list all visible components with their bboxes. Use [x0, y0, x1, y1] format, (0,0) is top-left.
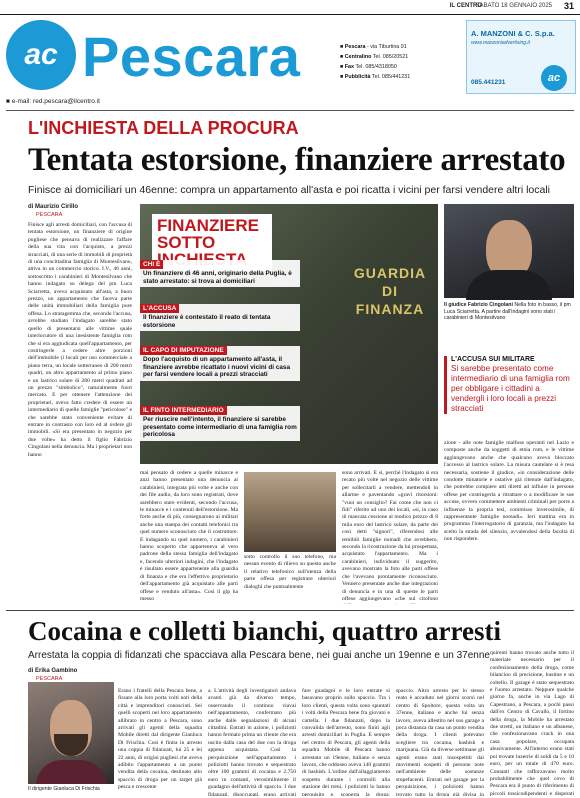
contact-row: ■ Pubblicità Tel. 085/441231 [340, 74, 411, 80]
article-column: Erano i fratelli della Pescara bene, a fissare alla loro porta volti noti della città e imprenditori conosciuti. Sei quelli scoperti nel loro appartamento allibrato in centro a Pescara, sono arrivati gli agenti della squadra Mobile diretti dal dirigente Gianluca Di Frischia. Così è finita in arresto una coppia di fidanzati, lui 25 e lei 22 anni, di origini pugliesi che aveva adibito l'appartamento a un punto vendita della cocaina, destinato allo spaccio di droga per un target già pesca e crescente [118, 688, 202, 791]
newspaper-masthead: IL CENTRO [449, 3, 482, 9]
article-column: Finisce agli arresti domiciliari, con l'accusa di tentata estorsione, un finanziere di origine pugliese che pensava di realizzare l'affare della sua vita con l'acquisto, a prezzi stracciati, di una serie di immobili di proprietà di una concittadina famiglia di Montesilvano, attiva in un commercio storico. I.V., 46 anni, sottoscritto i carabinieri di Montesilvano che hanno indagato su delega del pm Luca Sciarretta, aveva acquistato all'asta, a buon prezzo, un appartamento che faceva parte delle unità immobiliari della famiglia pure offesa. Lo stratagemma che, secondo l'accusa, avrebbe studiato l'indagato sarebbe stato quello di presentarsi alle vittime quale interlocutore di una inesistente famiglia rom che si era aggiudicata quell'appartamento, per costringerle a cedere altre porzioni dell'immobile (i locali per uso commerciale a piano terra, un locale sotterraneo di 200 metri quadri, un altro appartamento al primo piano e un lastrico solare di 280 metri quadrati ad un prezzo "simbolico", naturalmente fuori mercato. E per ottenere l'attenzione dei proprietari, aveva fatto credere di essere un intermediario di quelle famiglie "pericolose" e che sarebbe stato conveniente evitare di entrare in contrasto con loro ed al ordere gli immobili. «Si era presentato in negozio per due volte» ha detto il figlio Fabrizio Cingolani nella denuncia. Ma i proprietari non hanno [28, 222, 132, 458]
article-byline: di Maurizio Cirillo [28, 204, 79, 210]
contact-row: ■ Fax Tel. 085/4318050 [340, 64, 397, 70]
accusa-pullquote: L'ACCUSA SUI MILITARE Si sarebbe presentato come intermediario di una famiglia rom per obbligare i cittadini a vendergli i loro locali a prezzi stracciati [444, 356, 574, 414]
portrait-suit [466, 270, 552, 300]
article-kicker: L'INCHIESTA DELLA PROCURA [28, 118, 299, 138]
photo-badge: FINANZIERE SOTTO [152, 214, 272, 271]
contact-row: ■ Centralino Tel. 085/20521 [340, 54, 409, 60]
article-column: sono arrivati. E sì, perché l'indagato si era recato più volte nel negozio delle vittime per sollecitarli a vendere, mettendoli in allarme e paventando «gravi ritorsioni: "vuoi un consiglio? Fai come che non ci fidi" riferito ad uno dei locali, «sì, in caso di mancata cessione al modico prezzo di 8 mila euro del lastrico solare, da parte dei così detti "signori", riferendosi alle temibili famiglie nomadi che avrebbero, secondo la ricostruzione da lui prospettata, acquistato l'appartamento. Ma i carabinieri, individuato il suggerito, avevano mostrato la foto alle parti offese che l'avevano prontamente riconosciuto. Vennero presentate anche due integrazioni di denuncia e in una di queste le parti offese aggiungevano «che sul citofono [342, 470, 438, 602]
contact-row: ■ Pescara - via Tiburtina 91 [340, 44, 407, 50]
section-title: Pescara [82, 25, 301, 88]
article-headline: Tentata estorsione, finanziere arrestato [28, 142, 566, 178]
article-column: a. L'attività degli investigatori andava avanti già da diverso tempo, osservando il continuo viavai nell'appartamento, confermato più anche dalle segnalazioni di alcuni cittadini. Entrati in azione, i poliziotti hanno fermato prima un cliente che era uscito dalla casa del due con la droga appena acquistata. Così la perquisizione nell'appartamento i poliziotti hanno trovato e sequestrato oltre 100 grammi di cocaina e 2.750 euro in contanti, verosimilmente il guadagno dell'attività di spaccio. I due fidanzati, disoccupati, erano arrivati [208, 688, 296, 796]
portrait-caption: Il giudice Fabrizio Cingolani Nella foto in basso, il pm Luca Sciarretta. A partire dall'indagini sono stati i carabinieri di Montesilvano [444, 302, 571, 322]
page-number: 31 [563, 1, 574, 11]
article-column: fare guadagni e le loro entrate si basavano proprio sullo spaccio. Tra i loro clienti, questa volta sono spuntati i volti della Pescara bene fra giovani e cartella. I due fidanzati, dopo la convalida dell'arresto, sono finiti agli arresti domiciliari in Puglia. E sempre nel centro di Pescara, gli agenti della squadra Mobile di Pescara hanno arrestato un 19enne, italiano e senza lavoro, che oddoseo aveva 140 grammi di hashish. L'ordine dall'allaggiamento sospetto durante i controlli alla stazione dei treni, i poliziotti lo hanno perquisito e, scoperta la droga, [302, 688, 390, 796]
photo-shirt [36, 760, 106, 784]
article-column: zione - alle note famiglie malfose operanti nel Lazio e composte anche da soggetti di etnia rom, e le vittime agglungevano anche che qualcuno aveva bloccato l'accesso al lastrico solare. La misura cautelare si è resa necessaria, sostiene il giudice, «in considerazione delle condotte minatorie e ostative già ritenute dall'indagato, che potrebbe compiere atti diretti ad influire in persone offese per costringerla a ritrattare o a modificare le sue accuse, ovvero commettere ambienti criminali per porre a influenze la propria tesi, commisso inverosimile, di rappresentante famiglie nomadi». Ieri mattina era in programma l'interrogatorio di garanzia, ma l'indagato ha scelto la strada del silenzio, avvalendosi della facoltà di non rispondere. [444, 440, 574, 543]
topline-rule [0, 14, 580, 15]
news-photo-finanza [140, 204, 438, 464]
infobox-chi-e: CHI È Un finanziere di 46 anni, originario della Puglia, è stato arrestato: si trova ai domiciliari [140, 260, 300, 287]
infobox-capo-imputazione: IL CAPO DI IMPUTAZIONE Dopo l'acquisto di un appartamento all'asta, il finanziere avrebbe ricattato i nuovi vicini di casa per farsi vendere locali a prezzi stracciati [140, 346, 300, 381]
section-logo: ac [6, 20, 76, 90]
ad-logo-icon: ac [541, 65, 567, 91]
photo-caption: Il dirigente Gianluca Di Frischia [28, 786, 100, 792]
article-separator [6, 610, 574, 611]
article-column: mai pensato di cedere a quelle minacce e anzi hanno presentato una denuncia ai carabinieri, integrata più volte e anche con dei file audio, da loro sono registrati, dove sarebbero stare evidenti, secondo l'accusa, le minacce e i contenuti dell'estorsione. Ma forte anche di più, consegnarono ai militari anche una stampa dei contatti telefonici tra quel numero sconosciuto che il costruttore. E indagando su quel numero, i carabinieri hanno scoperto che apparteneva al vero padrone della stessa famiglia dell'indagato e, facendo ulteriori indagini, che l'indagato è risultato essere appartenente alla guardia di finanza e che era l'effettivo proprietario dell'appartamento già acquistato alle parti offese e venduto all'asta». Così il gip ha messo [140, 470, 238, 602]
article-byline: di Erika Gambino [28, 668, 78, 674]
issue-date: SABATO 18 GENNAIO 2025 [475, 3, 552, 9]
article-place: PESCARA [36, 676, 63, 682]
infobox-accusa: L'ACCUSA Il finanziere è contestato il reato di tentata estorsione [140, 304, 300, 331]
dirigente-photo [28, 682, 114, 784]
article-subhead: Finisce ai domiciliari un 46enne: compra un appartamento all'asta e poi ricatta i vicini per farsi vendere altri locali [28, 184, 551, 196]
guardia-di-finanza-patch: GUARDIA DI FINANZA [353, 265, 427, 317]
article-column: quirenti hanno trovato anche tutto il materiale necessario per il confezionamento della droga, come bilancino di precisione, bustine e un coltello. Il garage è stato sequestrato e l'uomo arrestato. Neppure qualche giorno fa, anche in via Lago di Capestrano, a Pescara, a pochi passi dall'ex Centro di Cavallo, il fortino della droga, la Mobile ha arrestato due stretti, un italiano e un albanese, che confezionavano crack in una casa popolare, occupata abusivamente. All'interno erano stati poi trovate luzerrie di soldi da 5 e 10 euro, per un totale di 470 euro. Contanti che rafforzavano molto probabilmente che quel covo di Pescara era il punto di riferimento di piccoli tossicodipendenti e disperati [490, 650, 574, 796]
page-topline [0, 0, 580, 14]
article-place: PESCARA [36, 212, 63, 218]
article-column: sotto controllo il suo telefono, ma nessun evento di rilievo su questo anche il relativo telefonico sull'utenza della parte offesa per registrare ulteriori dialoghi che puntualmente [244, 554, 336, 590]
ad-website[interactable]: www.manzoniadvertising.it [471, 40, 530, 46]
portrait-photo [444, 204, 574, 298]
courtroom-photo [244, 472, 336, 552]
article-subhead: Arrestata la coppia di fidanzati che spacciava alla Pescara bene, nei guai anche un 19enne e un 37enne [28, 650, 490, 661]
email-line[interactable]: ■ e-mail: red.pescara@ilcentro.it [6, 98, 100, 105]
article-column: spaccio. Altro arresto per lo stesso reato è accaduto nel giorni scorsi nel centro di Spoltore, questa volta un 37enne, italiano e anche lui senza lavoro, aveva allestito nel suo garage a poca distanza da casa un punto vendita della droga. I clienti potevano scegliere tra cocaina, hashish e marijuana. Già da diverse settimane gli agenti erano stati insospettiti dai movimenti sospetti di persone note nell'ambiente delle sostanze stupefacenti. Entrati nel garage per la perquisizione, i poliziotti hanno trovato tutto la droga già divisa in [396, 688, 484, 796]
contacts-block [340, 42, 460, 82]
header-rule [6, 110, 574, 111]
ad-company-name: A. MANZONI & C. S.p.a. [471, 29, 555, 38]
ad-phone: 085.441231 [471, 79, 506, 86]
advertising-box[interactable] [466, 20, 576, 94]
infobox-finto-intermediario: IL FINTO INTERMEDIARIO Per riuscire nell'intento, il finanziere si sarebbe presentato come intermediario di una famiglia rom pericolosa [140, 406, 300, 441]
article-headline: Cocaina e colletti bianchi, quattro arresti [28, 616, 501, 646]
